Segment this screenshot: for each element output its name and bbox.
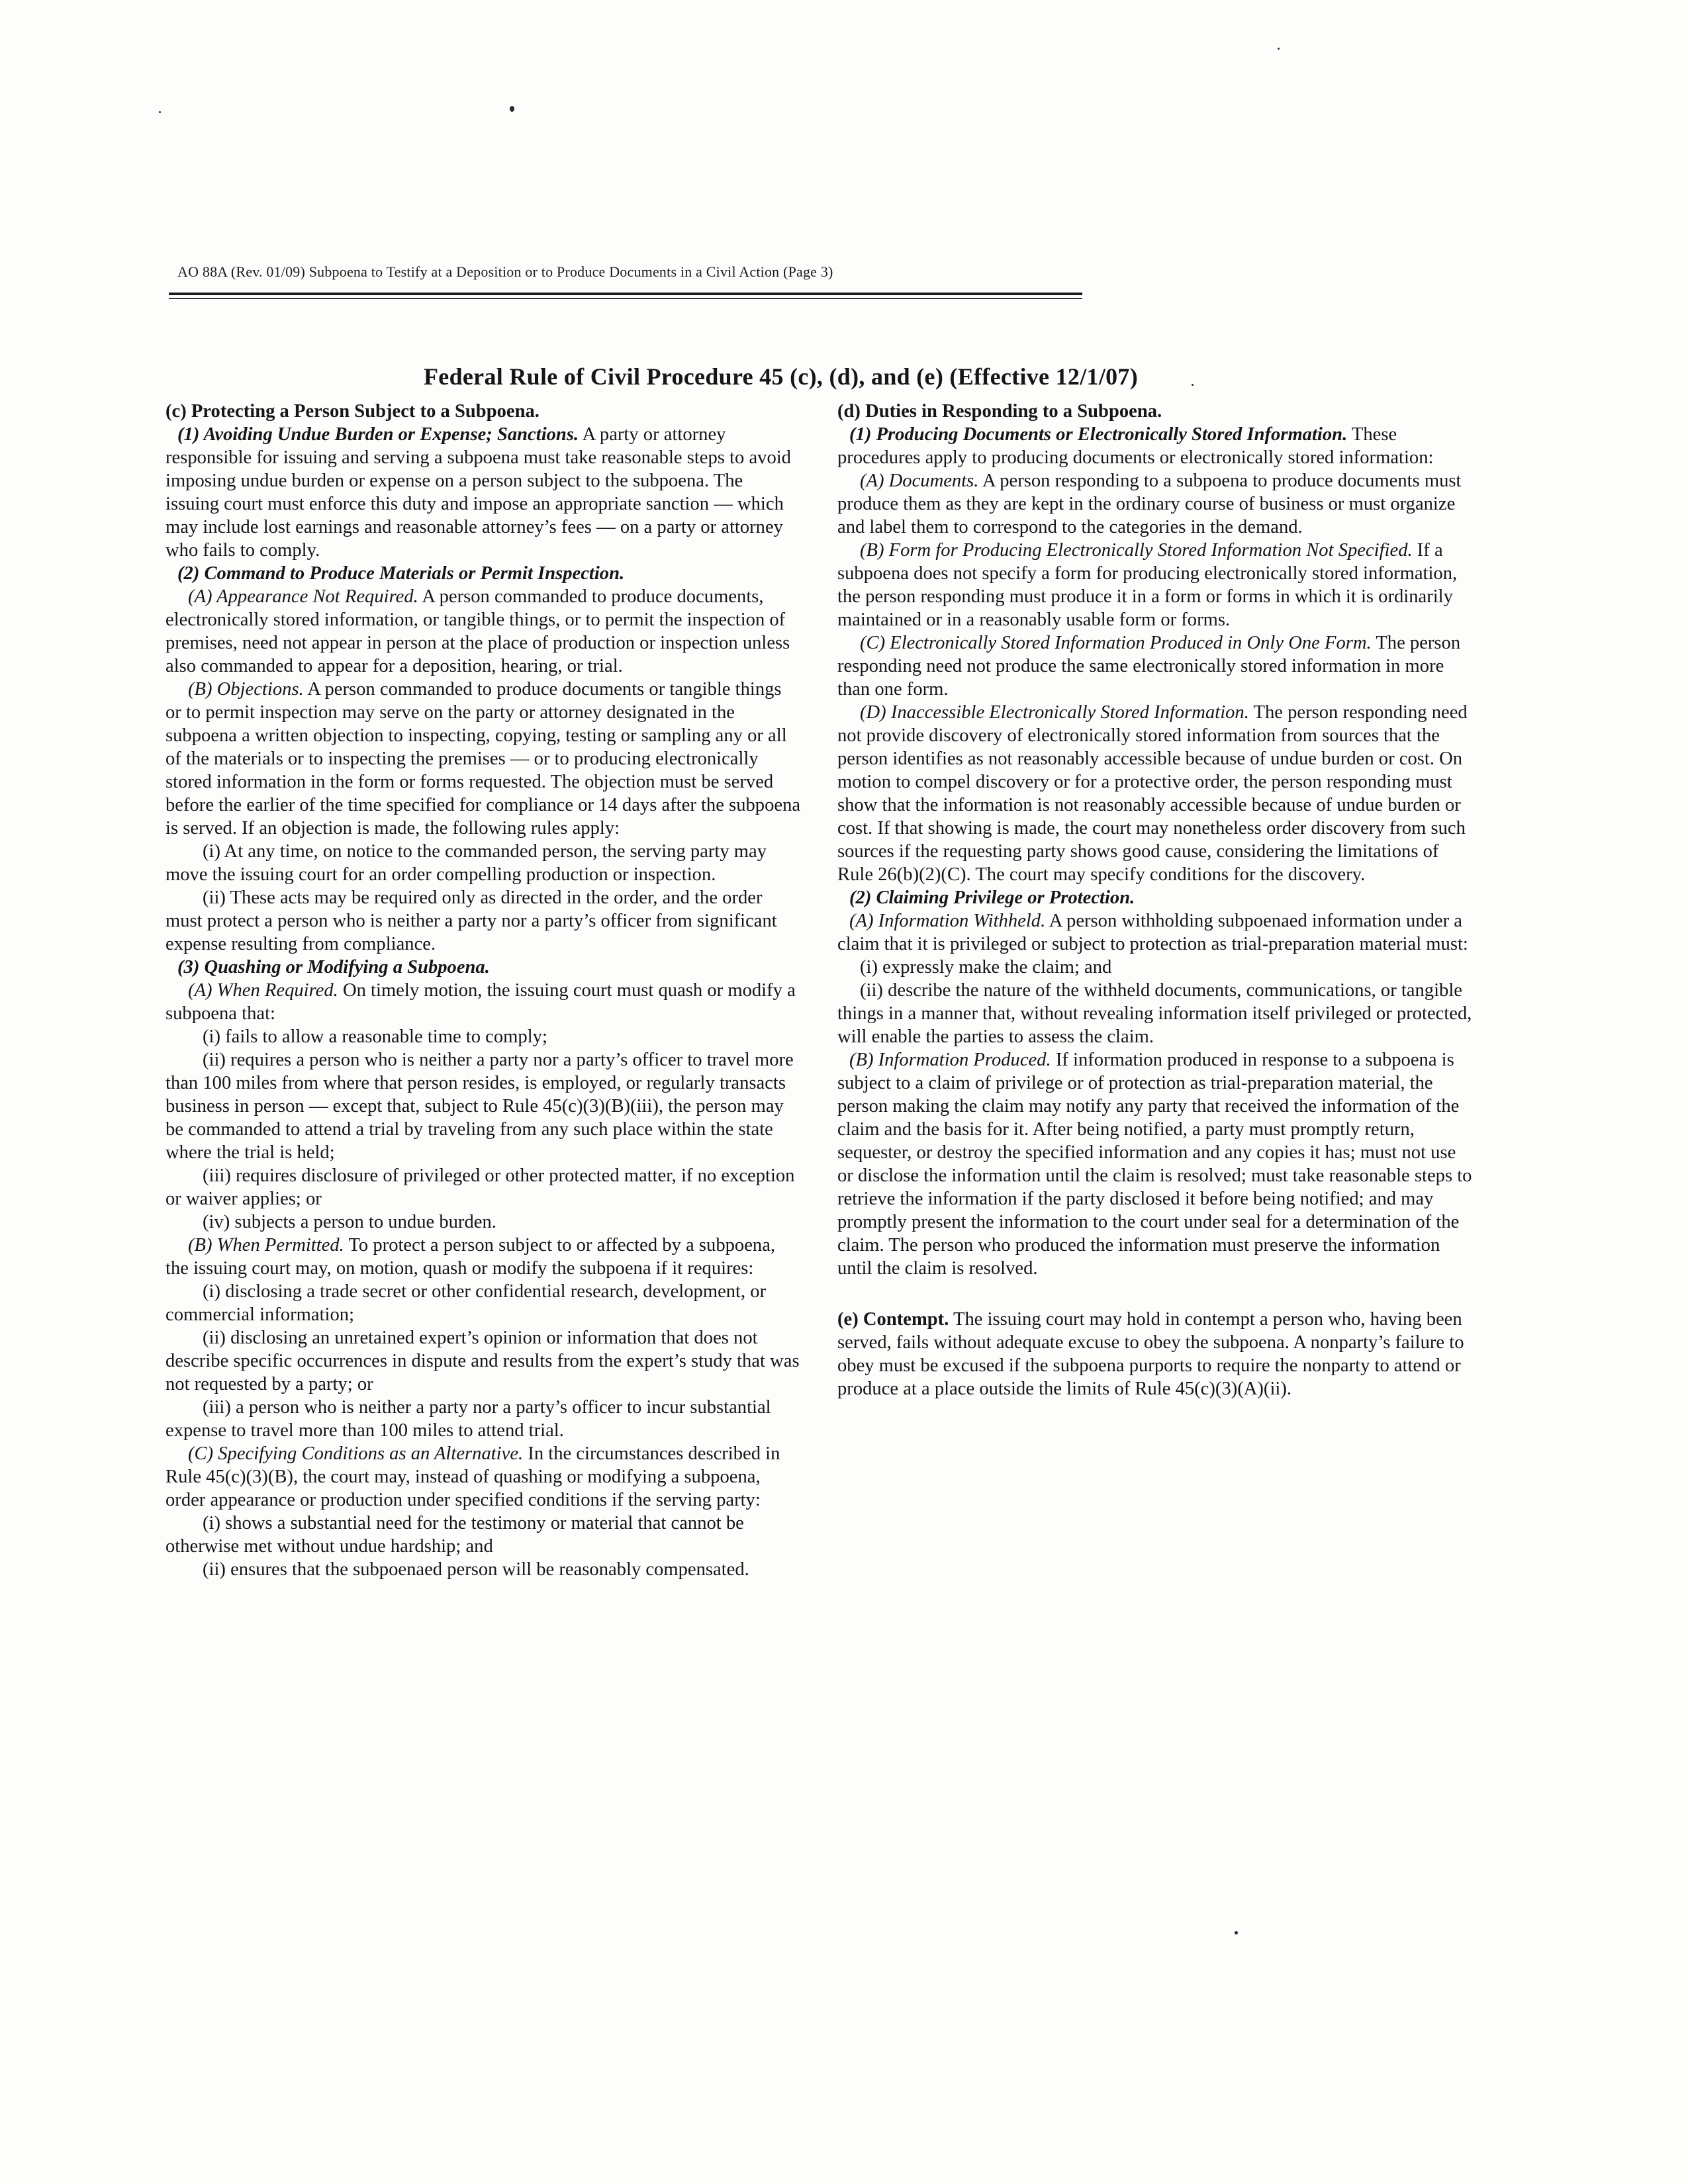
section-c-title: (c) Protecting a Person Subject to a Subpoena.: [165, 401, 539, 422]
rule-c3C-i: (i) shows a substantial need for the testimony or material that cannot be otherwise met without undue hardship; and: [165, 1513, 744, 1557]
rule-d1A: (A) Documents. A person responding to a subpoena to produce documents must produce them as they are kept in the ordinary course of business or must organize and label them to correspond to the categories in the demand.: [837, 471, 1462, 537]
scan-speck: [510, 106, 514, 112]
form-header: AO 88A (Rev. 01/09) Subpoena to Testify at a Deposition or to Produce Documents in a Civil Action (Page 3): [177, 263, 833, 280]
left-column: [165, 400, 801, 1581]
scan-speck: [1235, 1931, 1238, 1934]
rule-d2A: (A) Information Withheld. A person withholding subpoenaed information under a claim that it is privileged or subject to protection as trial-preparation material must:: [837, 911, 1468, 954]
rule-c3A-iv: (iv) subjects a person to undue burden.: [203, 1212, 496, 1232]
rule-c2B-i: (i) At any time, on notice to the commanded person, the serving party may move the issuing court for an order compelling production or inspection.: [165, 841, 767, 885]
section-d-title: (d) Duties in Responding to a Subpoena.: [837, 401, 1162, 422]
rule-c2A: (A) Appearance Not Required. A person commanded to produce documents, electronically stored information, or tangible things, or to permit the inspection of premises, need not appear in person at the place of production or inspection unless also commanded to appear for a deposition, hearing, or trial.: [165, 586, 790, 676]
rule-c3A-i: (i) fails to allow a reasonable time to comply;: [203, 1026, 547, 1047]
header-rule-secondary: [169, 298, 1082, 299]
section-gap: [837, 1280, 1473, 1308]
rule-c3C: (C) Specifying Conditions as an Alternative. In the circumstances described in Rule 45(c)(3)(B), the court may, instead of quashing or modifying a subpoena, order appearance or production under specified conditions if the serving party:: [165, 1443, 780, 1510]
rule-c2B: (B) Objections. A person commanded to produce documents or tangible things or to permit inspection may serve on the party or attorney designated in the subpoena a written objection to inspecting, copying, testing or sampling any or all of the materials or to inspecting the premises — or to producing electronically stored information in the form or forms requested. The objection must be served before the earlier of the time specified for compliance or 14 days after the subpoena is served. If an objection is made, the following rules apply:: [165, 679, 801, 839]
rule-d1: (1) Producing Documents or Electronically Stored Information. These procedures apply to producing documents or electronically stored information:: [837, 424, 1434, 468]
rule-d2B: (B) Information Produced. If information produced in response to a subpoena is subject to a claim of privilege or of protection as trial-preparation material, the person making the claim may notify any party that received the information of the claim and the basis for it. After being notified, a party must promptly return, sequester, or destroy the specified information and any copies it has; must not use or disclose the information until the claim is resolved; must take reasonable steps to retrieve the information if the party disclosed it before being notified; and may promptly present the information to the court under seal for a determination of the claim. The person who produced the information must preserve the information until the claim is resolved.: [837, 1050, 1472, 1279]
rule-c2B-ii: (ii) These acts may be required only as directed in the order, and the order must protect a person who is neither a party nor a party’s officer from significant expense resulting from compliance.: [165, 887, 777, 954]
rule-c3B-i: (i) disclosing a trade secret or other confidential research, development, or commercial information;: [165, 1281, 767, 1325]
rule-c3B-ii: (ii) disclosing an unretained expert’s opinion or information that does not describe specific occurrences in dispute and results from the expert’s study that was not requested by a party; or: [165, 1328, 800, 1394]
rule-c3B: (B) When Permitted. To protect a person subject to or affected by a subpoena, the issuing court may, on motion, quash or modify the subpoena if it requires:: [165, 1235, 776, 1279]
rule-c3A-iii: (iii) requires disclosure of privileged or other protected matter, if no exception or waiver applies; or: [165, 1165, 795, 1209]
rule-d1C: (C) Electronically Stored Information Produced in Only One Form. The person responding need not produce the same electronically stored information in more than one form.: [837, 633, 1461, 700]
rule-e: (e) Contempt. The issuing court may hold in contempt a person who, having been served, fails without adequate excuse to obey the subpoena. A nonparty’s failure to obey must be excused if the subpoena purports to require the nonparty to attend or produce at a place outside the limits of Rule 45(c)(3)(A)(ii).: [837, 1309, 1464, 1399]
rule-c3A-ii: (ii) requires a person who is neither a party nor a party’s officer to travel more than 100 miles from where that person resides, is employed, or regularly transacts business in person — except that, subject to Rule 45(c)(3)(B)(iii), the person may be commanded to attend a trial by traveling from any such place within the state where the trial is held;: [165, 1050, 794, 1163]
scan-speck: [159, 111, 161, 113]
scan-speck: [1278, 48, 1280, 50]
rule-c3B-iii: (iii) a person who is neither a party nor a party’s officer to incur substantial expense to travel more than 100 miles to attend trial.: [165, 1397, 771, 1441]
rule-d1B: (B) Form for Producing Electronically Stored Information Not Specified. If a subpoena does not specify a form for producing electronically stored information, the person responding must produce it in a form or forms in which it is ordinarily maintained or in a reasonably usable form or forms.: [837, 540, 1458, 630]
header-rule: [169, 293, 1082, 295]
rule-d2A-i: (i) expressly make the claim; and: [860, 957, 1112, 978]
rule-d2A-ii: (ii) describe the nature of the withheld documents, communications, or tangible things in a manner that, without revealing information itself privileged or protected, will enable the parties to assess the claim.: [837, 980, 1472, 1047]
rule-c3A: (A) When Required. On timely motion, the issuing court must quash or modify a subpoena that:: [165, 980, 796, 1024]
right-column: [837, 400, 1473, 1400]
rule-c3-heading: (3) Quashing or Modifying a Subpoena.: [177, 957, 490, 978]
rule-c3C-ii: (ii) ensures that the subpoenaed person will be reasonably compensated.: [203, 1559, 749, 1580]
rule-d1D: (D) Inaccessible Electronically Stored Information. The person responding need not provide discovery of electronically stored information from sources that the person identifies as not reasonably accessible because of undue burden or cost. On motion to compel discovery or for a protective order, the person responding must show that the information is not reasonably accessible because of undue burden or cost. If that showing is made, the court may nonetheless order discovery from such sources if the requesting party shows good cause, considering the limitations of Rule 26(b)(2)(C). The court may specify conditions for the discovery.: [837, 702, 1468, 885]
rule-d2-heading: (2) Claiming Privilege or Protection.: [849, 887, 1135, 908]
page-title: Federal Rule of Civil Procedure 45 (c), (d), and (e) (Effective 12/1/07): [424, 363, 1139, 390]
rule-c1: (1) Avoiding Undue Burden or Expense; Sanctions. A party or attorney responsible for issuing and serving a subpoena must take reasonable steps to avoid imposing undue burden or expense on a person subject to the subpoena. The issuing court must enforce this duty and impose an appropriate sanction — which may include lost earnings and reasonable attorney’s fees — on a party or attorney who fails to comply.: [165, 424, 791, 561]
rule-c2-heading: (2) Command to Produce Materials or Permit Inspection.: [177, 563, 625, 584]
